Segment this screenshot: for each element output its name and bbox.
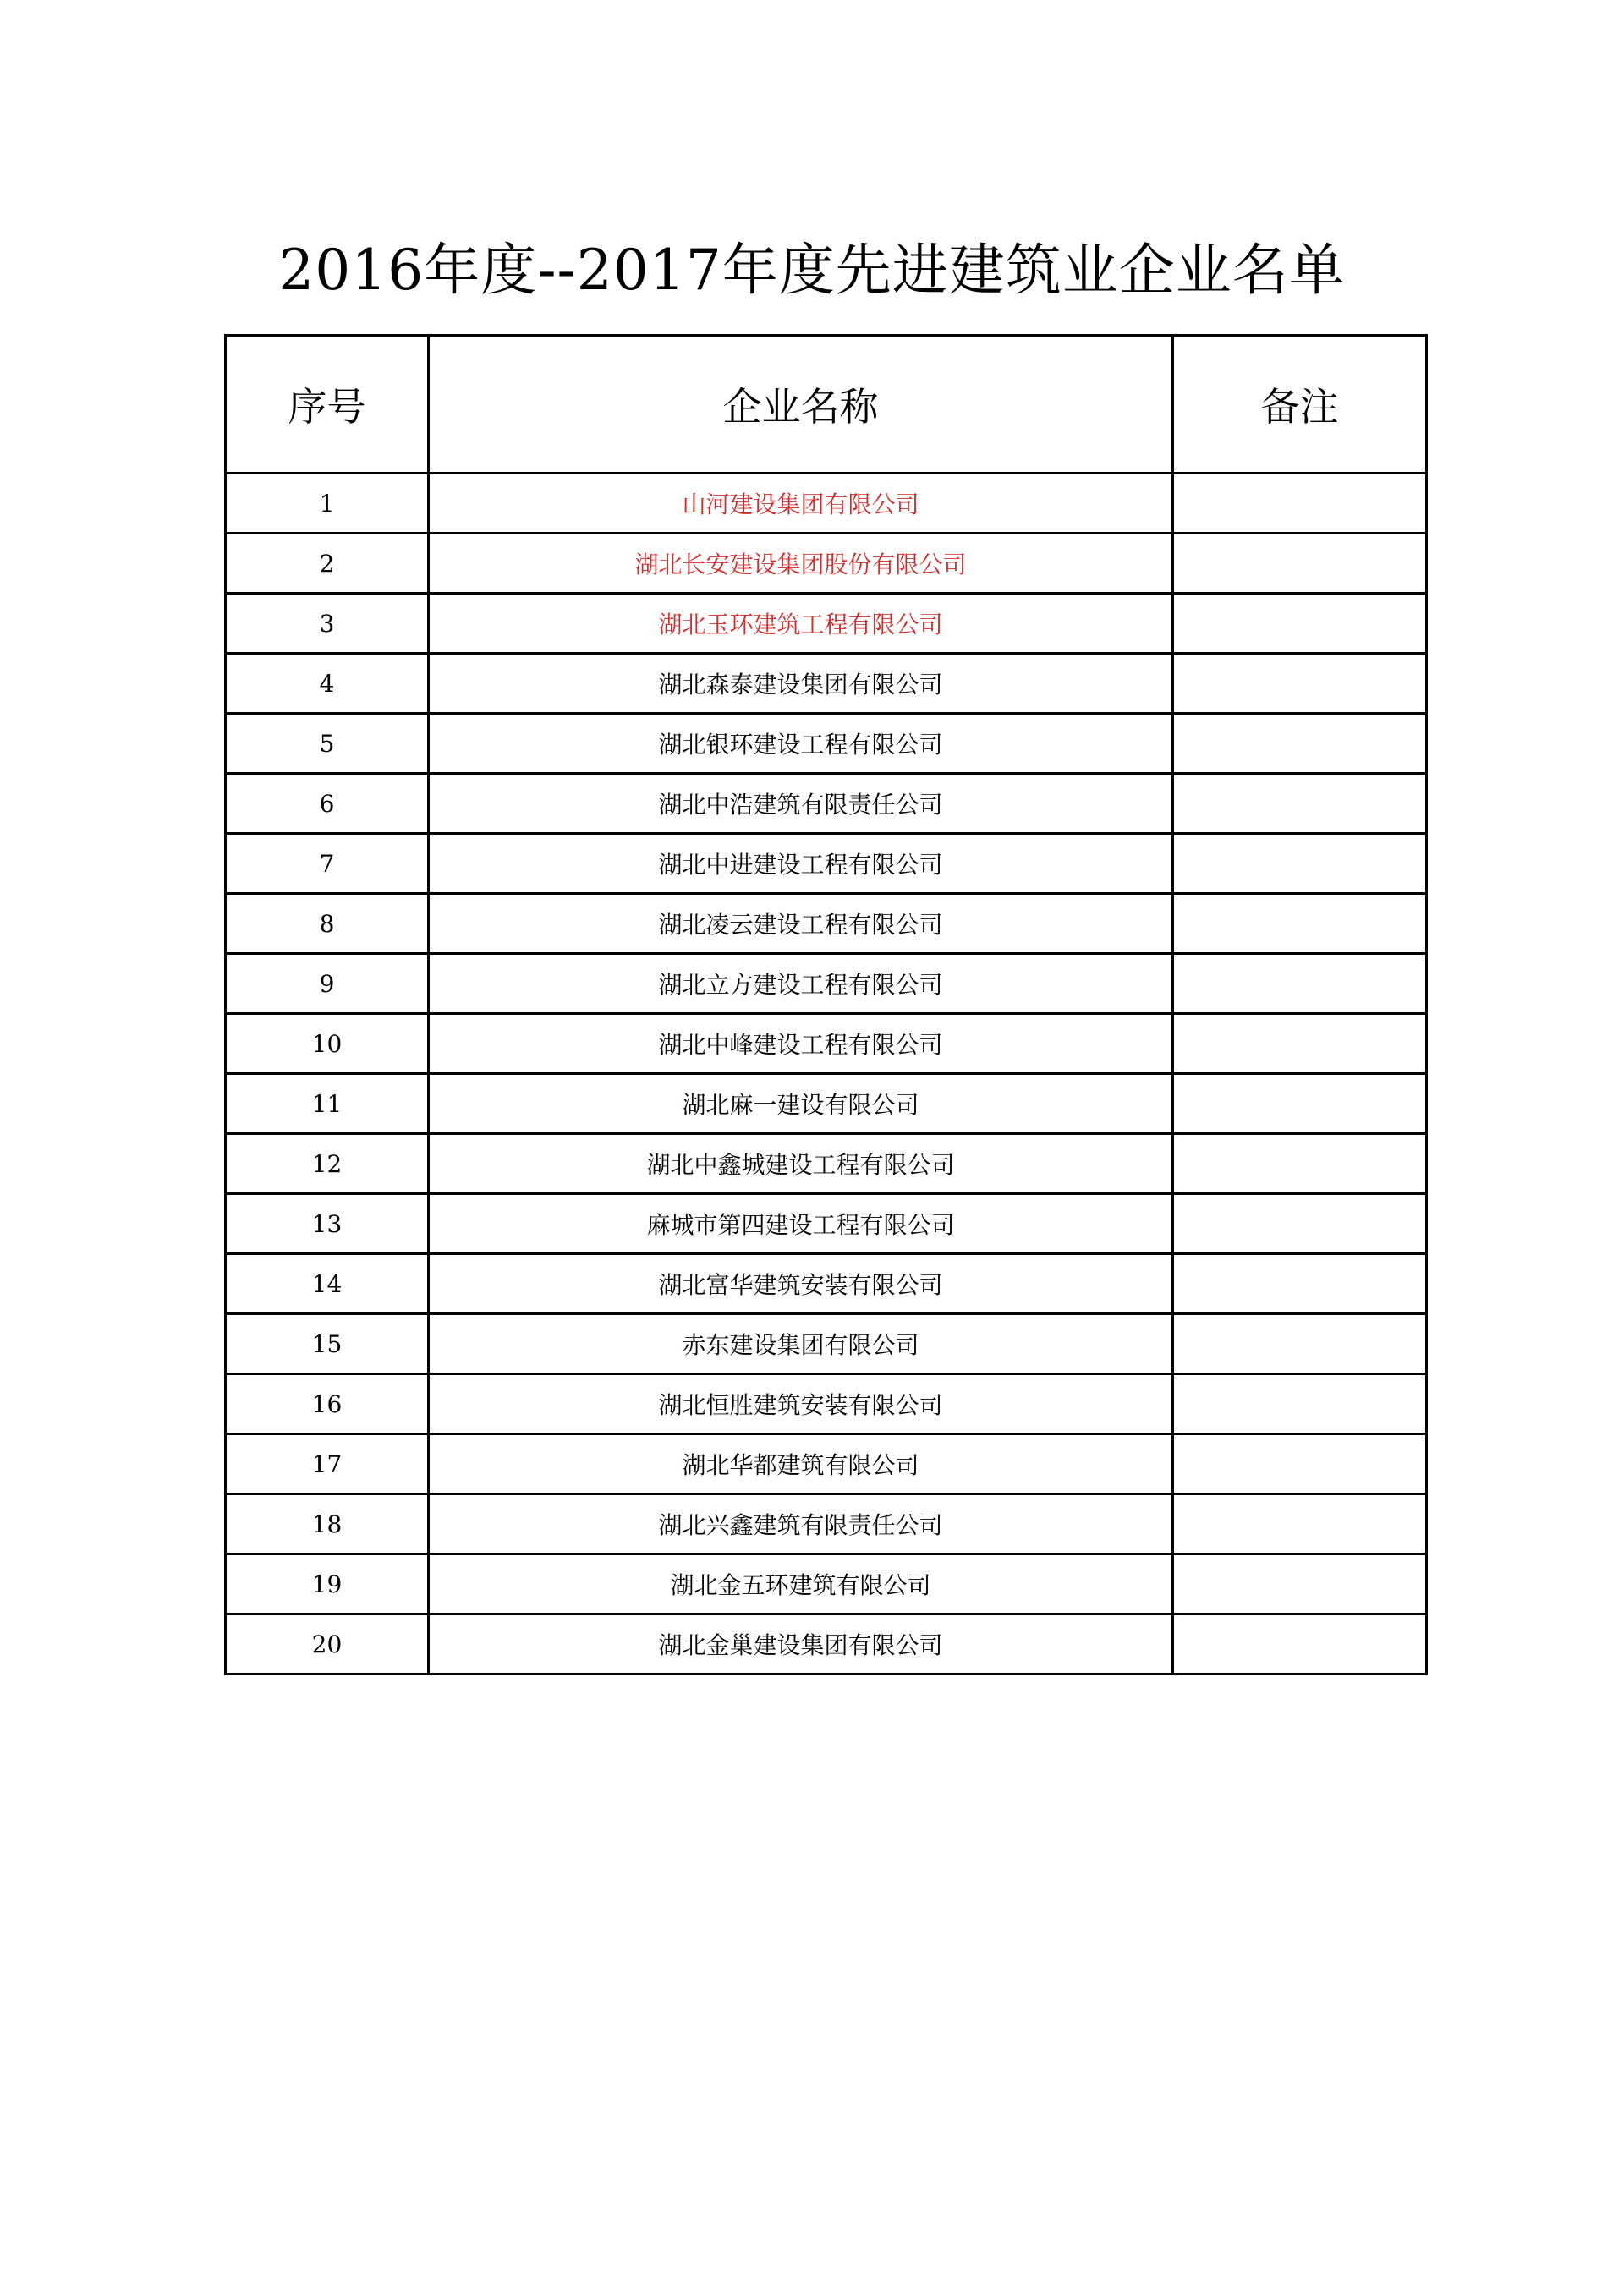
company-name-cell: 山河建设集团有限公司 [429, 474, 1173, 534]
header-row [226, 336, 1427, 474]
company-name-cell: 湖北金巢建设集团有限公司 [429, 1614, 1173, 1674]
table-body [226, 474, 1427, 1674]
table-row [226, 1434, 1427, 1494]
table-header [226, 336, 1427, 474]
row-index-cell: 7 [226, 834, 429, 894]
company-name-cell: 赤东建设集团有限公司 [429, 1314, 1173, 1374]
row-index-cell: 8 [226, 894, 429, 954]
table-row [226, 894, 1427, 954]
column-header-remark: 备注 [1173, 336, 1427, 474]
table-row [226, 1314, 1427, 1374]
company-name-cell: 湖北恒胜建筑安装有限公司 [429, 1374, 1173, 1434]
row-index-cell: 2 [226, 534, 429, 594]
table-row [226, 654, 1427, 714]
company-name-cell: 麻城市第四建设工程有限公司 [429, 1194, 1173, 1254]
company-name-cell: 湖北金五环建筑有限公司 [429, 1554, 1173, 1614]
row-index-cell: 3 [226, 594, 429, 654]
row-index-cell: 11 [226, 1074, 429, 1134]
row-index-cell: 20 [226, 1614, 429, 1674]
remark-cell [1173, 1074, 1427, 1134]
remark-cell [1173, 834, 1427, 894]
remark-cell [1173, 1314, 1427, 1374]
remark-cell [1173, 1134, 1427, 1194]
remark-cell [1173, 1194, 1427, 1254]
table-row [226, 594, 1427, 654]
row-index-cell: 12 [226, 1134, 429, 1194]
row-index-cell: 10 [226, 1014, 429, 1074]
remark-cell [1173, 594, 1427, 654]
table-row [226, 1134, 1427, 1194]
company-name-cell: 湖北中峰建设工程有限公司 [429, 1014, 1173, 1074]
company-name-cell: 湖北立方建设工程有限公司 [429, 954, 1173, 1014]
table-row [226, 1554, 1427, 1614]
remark-cell [1173, 1374, 1427, 1434]
company-name-cell: 湖北银环建设工程有限公司 [429, 714, 1173, 774]
table-row [226, 774, 1427, 834]
row-index-cell: 17 [226, 1434, 429, 1494]
remark-cell [1173, 1614, 1427, 1674]
company-name-cell: 湖北中浩建筑有限责任公司 [429, 774, 1173, 834]
column-header-name: 企业名称 [429, 336, 1173, 474]
row-index-cell: 15 [226, 1314, 429, 1374]
enterprise-table [224, 334, 1428, 1675]
remark-cell [1173, 534, 1427, 594]
table-row [226, 1614, 1427, 1674]
company-name-cell: 湖北长安建设集团股份有限公司 [429, 534, 1173, 594]
company-name-cell: 湖北凌云建设工程有限公司 [429, 894, 1173, 954]
row-index-cell: 13 [226, 1194, 429, 1254]
row-index-cell: 9 [226, 954, 429, 1014]
company-name-cell: 湖北麻一建设有限公司 [429, 1074, 1173, 1134]
company-name-cell: 湖北森泰建设集团有限公司 [429, 654, 1173, 714]
company-name-cell: 湖北中进建设工程有限公司 [429, 834, 1173, 894]
remark-cell [1173, 1434, 1427, 1494]
remark-cell [1173, 894, 1427, 954]
company-name-cell: 湖北兴鑫建筑有限责任公司 [429, 1494, 1173, 1554]
table-row [226, 534, 1427, 594]
remark-cell [1173, 654, 1427, 714]
row-index-cell: 1 [226, 474, 429, 534]
company-name-cell: 湖北玉环建筑工程有限公司 [429, 594, 1173, 654]
table-row [226, 954, 1427, 1014]
table-row [226, 834, 1427, 894]
table-row [226, 1374, 1427, 1434]
table-row [226, 1194, 1427, 1254]
company-name-cell: 湖北中鑫城建设工程有限公司 [429, 1134, 1173, 1194]
row-index-cell: 14 [226, 1254, 429, 1314]
row-index-cell: 6 [226, 774, 429, 834]
remark-cell [1173, 1254, 1427, 1314]
remark-cell [1173, 774, 1427, 834]
row-index-cell: 18 [226, 1494, 429, 1554]
table-row [226, 1494, 1427, 1554]
table-row [226, 1254, 1427, 1314]
company-name-cell: 湖北华都建筑有限公司 [429, 1434, 1173, 1494]
remark-cell [1173, 474, 1427, 534]
table-row [226, 1014, 1427, 1074]
remark-cell [1173, 1014, 1427, 1074]
row-index-cell: 16 [226, 1374, 429, 1434]
remark-cell [1173, 714, 1427, 774]
column-header-index: 序号 [226, 336, 429, 474]
table-row [226, 474, 1427, 534]
remark-cell [1173, 1554, 1427, 1614]
remark-cell [1173, 954, 1427, 1014]
table-row [226, 1074, 1427, 1134]
table-row [226, 714, 1427, 774]
row-index-cell: 4 [226, 654, 429, 714]
company-name-cell: 湖北富华建筑安装有限公司 [429, 1254, 1173, 1314]
row-index-cell: 5 [226, 714, 429, 774]
row-index-cell: 19 [226, 1554, 429, 1614]
page-title: 2016年度--2017年度先进建筑业企业名单 [278, 238, 1346, 303]
remark-cell [1173, 1494, 1427, 1554]
